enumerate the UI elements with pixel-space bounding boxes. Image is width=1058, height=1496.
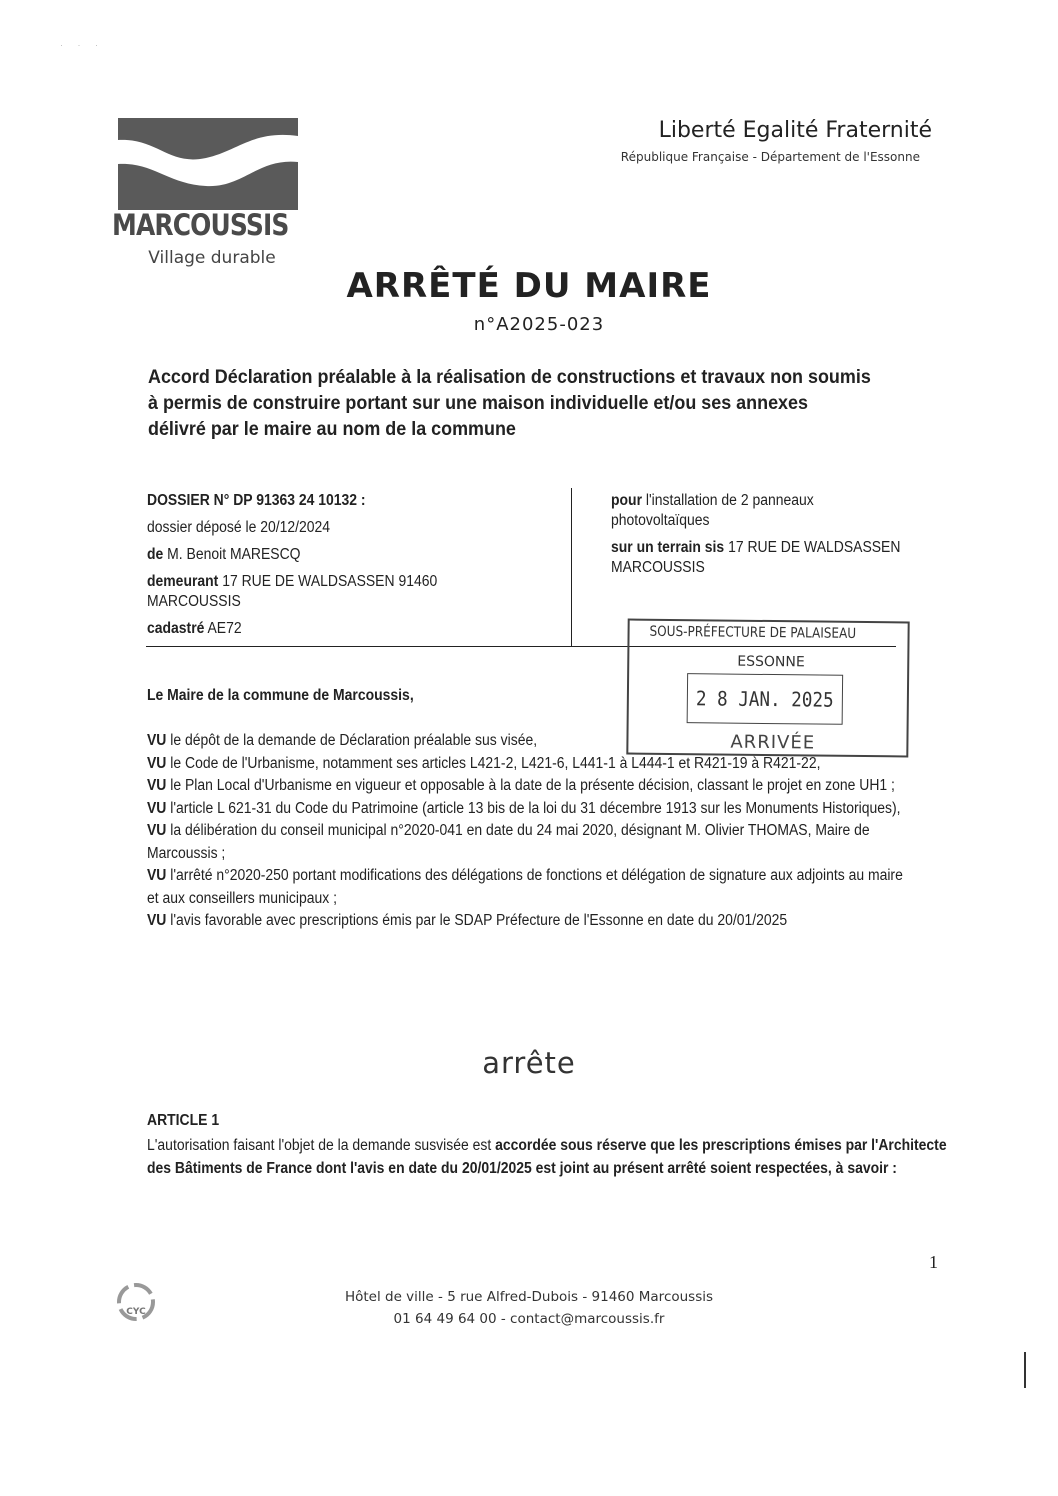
republic-department: République Française - Département de l'Essonne <box>620 150 920 164</box>
page-number: 1 <box>929 1252 938 1272</box>
mayor-intro: Le Maire de la commune de Marcoussis, <box>147 687 414 704</box>
decree-heading: arrête <box>482 1046 576 1080</box>
stamp-office: SOUS-PRÉFECTURE DE PALAISEAU <box>649 623 857 642</box>
vu-item: VU l'avis favorable avec prescriptions émis par le SDAP Préfecture de l'Essonne en date du 20/01/2025 <box>147 912 788 929</box>
purpose-label: pour <box>611 492 642 509</box>
footer-contact: 01 64 49 64 00 - contact@marcoussis.fr <box>393 1311 665 1327</box>
article-text <box>147 1134 957 1180</box>
logo-wave-mark <box>118 118 298 210</box>
stamp-status: ARRIVÉE <box>730 731 816 754</box>
footer-address: Hôtel de ville - 5 rue Alfred-Dubois - 91460 Marcoussis <box>344 1289 714 1305</box>
vu-list <box>147 730 903 933</box>
site-address: 17 RUE DE WALDSASSEN <box>728 539 901 556</box>
document-title: ARRÊTÉ DU MAIRE <box>346 266 712 306</box>
subject-line: à permis de construire portant sur une maison individuelle et/ou ses annexes <box>148 392 808 414</box>
logo-tagline: Village durable <box>148 248 276 268</box>
dossier-number: DOSSIER N° DP 91363 24 10132 : <box>147 492 366 509</box>
document-subject <box>148 364 884 442</box>
dossier-divider-vertical <box>571 488 572 646</box>
applicant-name: M. Benoit MARESCQ <box>167 546 301 563</box>
stamp-date: 2 8 JAN. 2025 <box>695 686 834 712</box>
cadastre-value: AE72 <box>207 620 242 637</box>
footer <box>0 1286 1058 1330</box>
purpose-value: l'installation de 2 panneaux <box>645 492 814 509</box>
vu-item: VU l'arrêté n°2020-250 portant modifications des délégations de fonctions et délégation de signature aux adjoints au maire et aux conseillers municipaux ; <box>147 867 903 907</box>
vu-item: VU le Code de l'Urbanisme, notamment ses articles L421-2, L421-6, L441-1 à L444-1 et R421-19 à R421-22, <box>147 754 821 772</box>
cadastre-label: cadastré <box>147 620 205 637</box>
dossier-details <box>147 491 534 646</box>
applicant-address: 17 RUE DE WALDSASSEN 91460 <box>222 573 438 590</box>
stamp-department: ESSONNE <box>737 653 805 671</box>
subject-line: délivré par le maire au nom de la commune <box>148 418 516 440</box>
applicant-city: MARCOUSSIS <box>147 593 241 610</box>
applicant-label: de <box>147 546 164 563</box>
project-details <box>611 491 917 585</box>
site-city: MARCOUSSIS <box>611 559 705 576</box>
document-number: n°A2025-023 <box>473 314 605 335</box>
address-label: demeurant <box>147 573 219 590</box>
stamp-date-box <box>687 673 844 725</box>
vu-item: VU le Plan Local d'Urbanisme en vigueur et opposable à la date de la présente décision, classant le projet en zone UH1 ; <box>147 777 895 794</box>
scan-artifact: · · · <box>60 40 104 50</box>
subject-line: Accord Déclaration préalable à la réalisation de constructions et travaux non soumis <box>148 366 871 388</box>
scan-edge-mark <box>1024 1352 1026 1388</box>
vu-item: VU la délibération du conseil municipal n°2020-041 en date du 24 mai 2020, désignant M. Olivier THOMAS, Maire de Marcoussis ; <box>147 822 870 862</box>
article-text-plain: L'autorisation faisant l'objet de la demande susvisée est <box>147 1137 496 1154</box>
vu-item: VU l'article L 621-31 du Code du Patrimoine (article 13 bis de la loi du 31 décembre 1913 sur les Monuments Historiques), <box>147 799 901 817</box>
article-text-bold: accordée sous réserve que les prescriptions émises par l'Architecte des Bâtiments de France dont l'avis en date du 20/01/2025 est joint au présent arrêté soient respectées, à savoir : <box>147 1137 947 1177</box>
vu-item: VU le dépôt de la demande de Déclaration préalable sus visée, <box>147 732 538 749</box>
marcoussis-logo <box>112 118 302 268</box>
article-heading: ARTICLE 1 <box>147 1112 220 1129</box>
republic-motto: Liberté Egalité Fraternité <box>658 118 932 143</box>
logo-name: MARCOUSSIS <box>112 208 289 242</box>
svg-text:CYC: CYC <box>126 1307 146 1317</box>
site-label: sur un terrain sis <box>611 539 725 556</box>
purpose-value-cont: photovoltaïques <box>611 512 710 529</box>
dossier-filed-date: dossier déposé le 20/12/2024 <box>147 519 331 536</box>
